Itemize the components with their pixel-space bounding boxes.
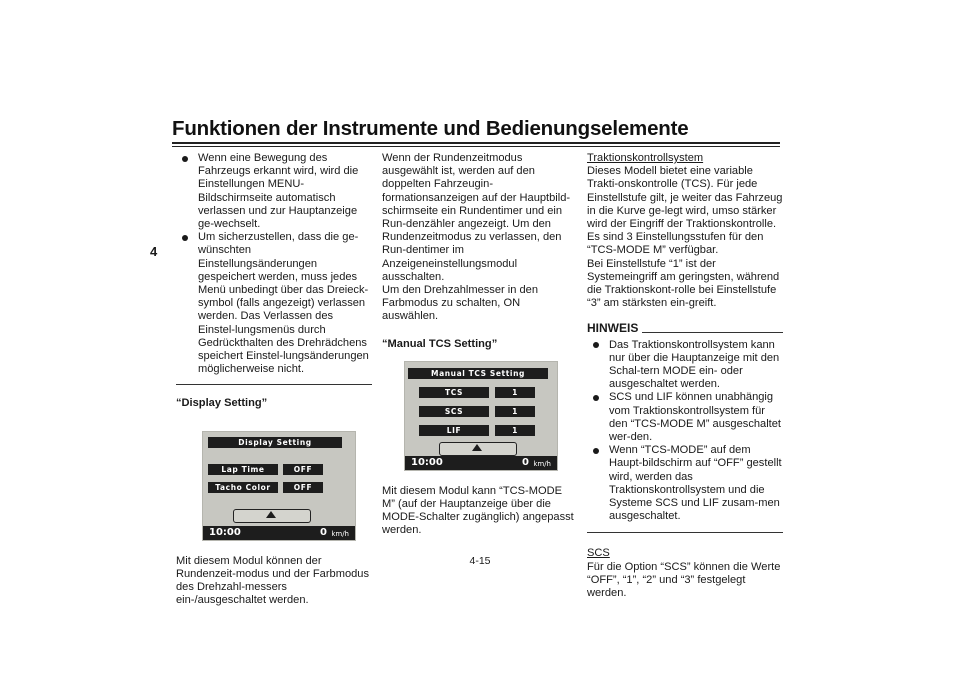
hinweis-end-rule <box>587 532 783 533</box>
column-1 <box>176 152 372 607</box>
bullet-item: SCS und LIF können unabhängig vom Traktionskontrollsystem für den “TCS-MODE M” ausgeschaltet wer-den. <box>587 391 783 444</box>
lap-time-label: Lap Time <box>208 464 278 475</box>
triangle-up-icon <box>472 444 482 451</box>
bullet-item: Das Traktionskontrollsystem kann nur über die Hauptanzeige mit den Schal-tern MODE ein- oder ausgeschaltet werden. <box>587 339 783 392</box>
screen-footer <box>405 456 557 470</box>
hinweis-rule <box>642 332 783 333</box>
tcs-label: TCS <box>419 387 489 398</box>
speed-unit: km/h <box>533 459 551 468</box>
scs-value: 1 <box>495 406 535 417</box>
manual-tcs-heading: “Manual TCS Setting” <box>382 337 498 350</box>
title-rule-thin <box>172 146 780 147</box>
tacho-color-value: OFF <box>283 482 323 493</box>
tcs-value: 1 <box>495 387 535 398</box>
manual-tcs-description: Mit diesem Modul kann “TCS-MODE M” (auf der Hauptanzeige über die MODE-Schalter zugänglich) angepasst werden. <box>382 484 574 537</box>
speed-readout: 0 <box>320 526 327 538</box>
column-3 <box>587 152 783 600</box>
hinweis-header <box>587 322 783 335</box>
column-2 <box>382 152 578 538</box>
scs-label: SCS <box>419 406 489 417</box>
bullet-item: Wenn eine Bewegung des Fahrzeugs erkannt wird, wird die Einstellungen MENU-Bildschirmseite automatisch verlassen und zur Hauptanzeige ge-wechselt. <box>176 152 372 231</box>
bullet-item: Um sicherzustellen, dass die ge-wünschten Einstellungsänderungen gespeichert werden, muss jedes Menü unbedingt über das Dreieck-symbol (falls angezeigt) verlassen werden. Das Verlassen des Einstel-lungsmenüs durch Gedrückthalten des Drehrädchens speichert Einstel-lungsänderungen möglicherweise nicht. <box>176 231 372 376</box>
hinweis-label: HINWEIS <box>587 321 639 336</box>
display-setting-description: Mit diesem Modul können der Rundenzeit-modus und der Farbmodus des Drehzahl-messers ein-/ausgeschaltet werden. <box>176 554 370 607</box>
clock-readout: 10:00 <box>209 526 241 538</box>
traction-control-level-desc: Bei Einstellstufe “1” ist der Systemeingriff am geringsten, während die Traktionskont-rolle bei Einstellstufe “3” am stärksten ein-greift. <box>587 257 780 310</box>
title-rule <box>172 142 780 144</box>
lap-mode-text: Wenn der Rundenzeitmodus ausgewählt ist, werden auf den doppelten Fahrzeugin-formationsanzeigen auf der Hauptbild-schirmseite ein Rundentimer und ein Run-denzähler angezeigt. Um den Rundenzeitmodus zu verlassen, den Run-dentimer im Anzeigeneinstellungsmodul ausschalten. <box>382 152 571 283</box>
note-bullets <box>176 152 372 376</box>
traction-control-levels: Es sind 3 Einstellungsstufen für den “TCS-MODE M” verfügbar. <box>587 231 764 257</box>
hinweis-bullets <box>587 339 783 524</box>
display-setting-heading: “Display Setting” <box>176 397 268 410</box>
screen-footer <box>203 526 355 540</box>
lif-value: 1 <box>495 425 535 436</box>
section-divider <box>176 384 372 385</box>
tacho-color-label: Tacho Color <box>208 482 278 493</box>
page-title: Funktionen der Instrumente und Bedienungselemente <box>172 117 689 140</box>
screen-title: Manual TCS Setting <box>408 368 548 379</box>
lif-label: LIF <box>419 425 489 436</box>
triangle-up-icon <box>266 511 276 518</box>
chapter-number: 4 <box>150 244 158 259</box>
manual-tcs-screen <box>404 361 558 471</box>
lap-time-value: OFF <box>283 464 323 475</box>
traction-control-heading: Traktionskontrollsystem <box>587 152 704 164</box>
clock-readout: 10:00 <box>411 456 443 468</box>
traction-control-text: Dieses Modell bietet eine variable Trakti-onskontrolle (TCS). Für jede Einstellstufe gilt, je weiter das Fahrzeug in die Kurve ge-legt wird, umso stärker wird der Eingriff der Traktionskontrolle. <box>587 165 783 231</box>
scs-text: Für die Option “SCS” können die Werte “OFF”, “1”, “2” und “3” festgelegt werden. <box>587 560 781 600</box>
speed-unit: km/h <box>331 529 349 538</box>
scs-heading: SCS <box>587 547 610 560</box>
tacho-color-text: Um den Drehzahlmesser in den Farbmodus zu schalten, ON auswählen. <box>382 284 539 323</box>
display-setting-screen <box>202 431 356 541</box>
bullet-item: Wenn “TCS-MODE” auf dem Haupt-bildschirm auf “OFF” gestellt wird, werden das Traktionskontrollsystem und die Systeme SCS und LIF zusam-men ausgeschaltet. <box>587 444 783 523</box>
screen-title: Display Setting <box>208 437 342 448</box>
page-number: 4-15 <box>469 555 491 567</box>
speed-readout: 0 <box>522 456 529 468</box>
